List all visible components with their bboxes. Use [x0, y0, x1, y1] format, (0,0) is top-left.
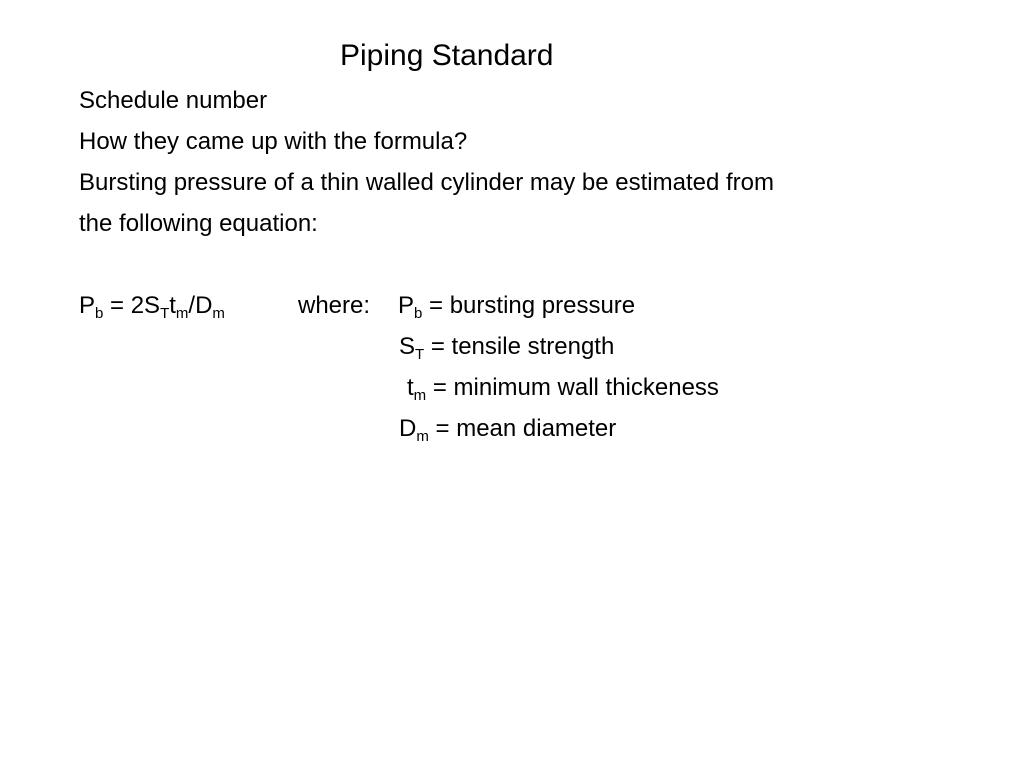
definition-subscript: T [415, 346, 425, 363]
definition-text: = tensile strength [424, 333, 615, 360]
equation-text: = 2S [103, 292, 161, 319]
definition-tensile-strength [399, 332, 614, 362]
definition-mean-diameter [399, 414, 616, 444]
slide-title: Piping Standard [340, 39, 554, 72]
bursting-pressure-equation [79, 291, 225, 321]
where-label: where: [298, 292, 371, 319]
definition-text: = mean diameter [428, 415, 617, 442]
definition-symbol: P [398, 292, 415, 319]
bullet-line-bursting-pressure: Bursting pressure of a thin walled cylinder may be estimated from [79, 169, 774, 196]
bullet-line-schedule-number: Schedule number [79, 87, 268, 114]
equation-symbol: t [169, 292, 176, 319]
definition-symbol: S [399, 333, 416, 360]
definition-symbol: t [407, 374, 414, 401]
definition-subscript: b [414, 305, 423, 322]
definition-symbol: D [399, 415, 417, 442]
equation-subscript: m [175, 305, 189, 322]
definition-subscript: m [416, 428, 429, 445]
equation-subscript: T [160, 305, 170, 322]
bullet-line-formula-question: How they came up with the formula? [79, 128, 468, 155]
definition-text: = minimum wall thickeness [426, 374, 719, 401]
definition-text: = bursting pressure [422, 292, 636, 319]
definition-minimum-wall-thickness [407, 373, 719, 403]
definition-bursting-pressure [398, 291, 635, 321]
definition-subscript: m [413, 387, 427, 404]
bullet-line-following-equation: the following equation: [79, 210, 318, 237]
equation-subscript: b [95, 305, 104, 322]
equation-text: /D [188, 292, 213, 319]
equation-subscript: m [212, 305, 225, 322]
equation-symbol: P [79, 292, 96, 319]
